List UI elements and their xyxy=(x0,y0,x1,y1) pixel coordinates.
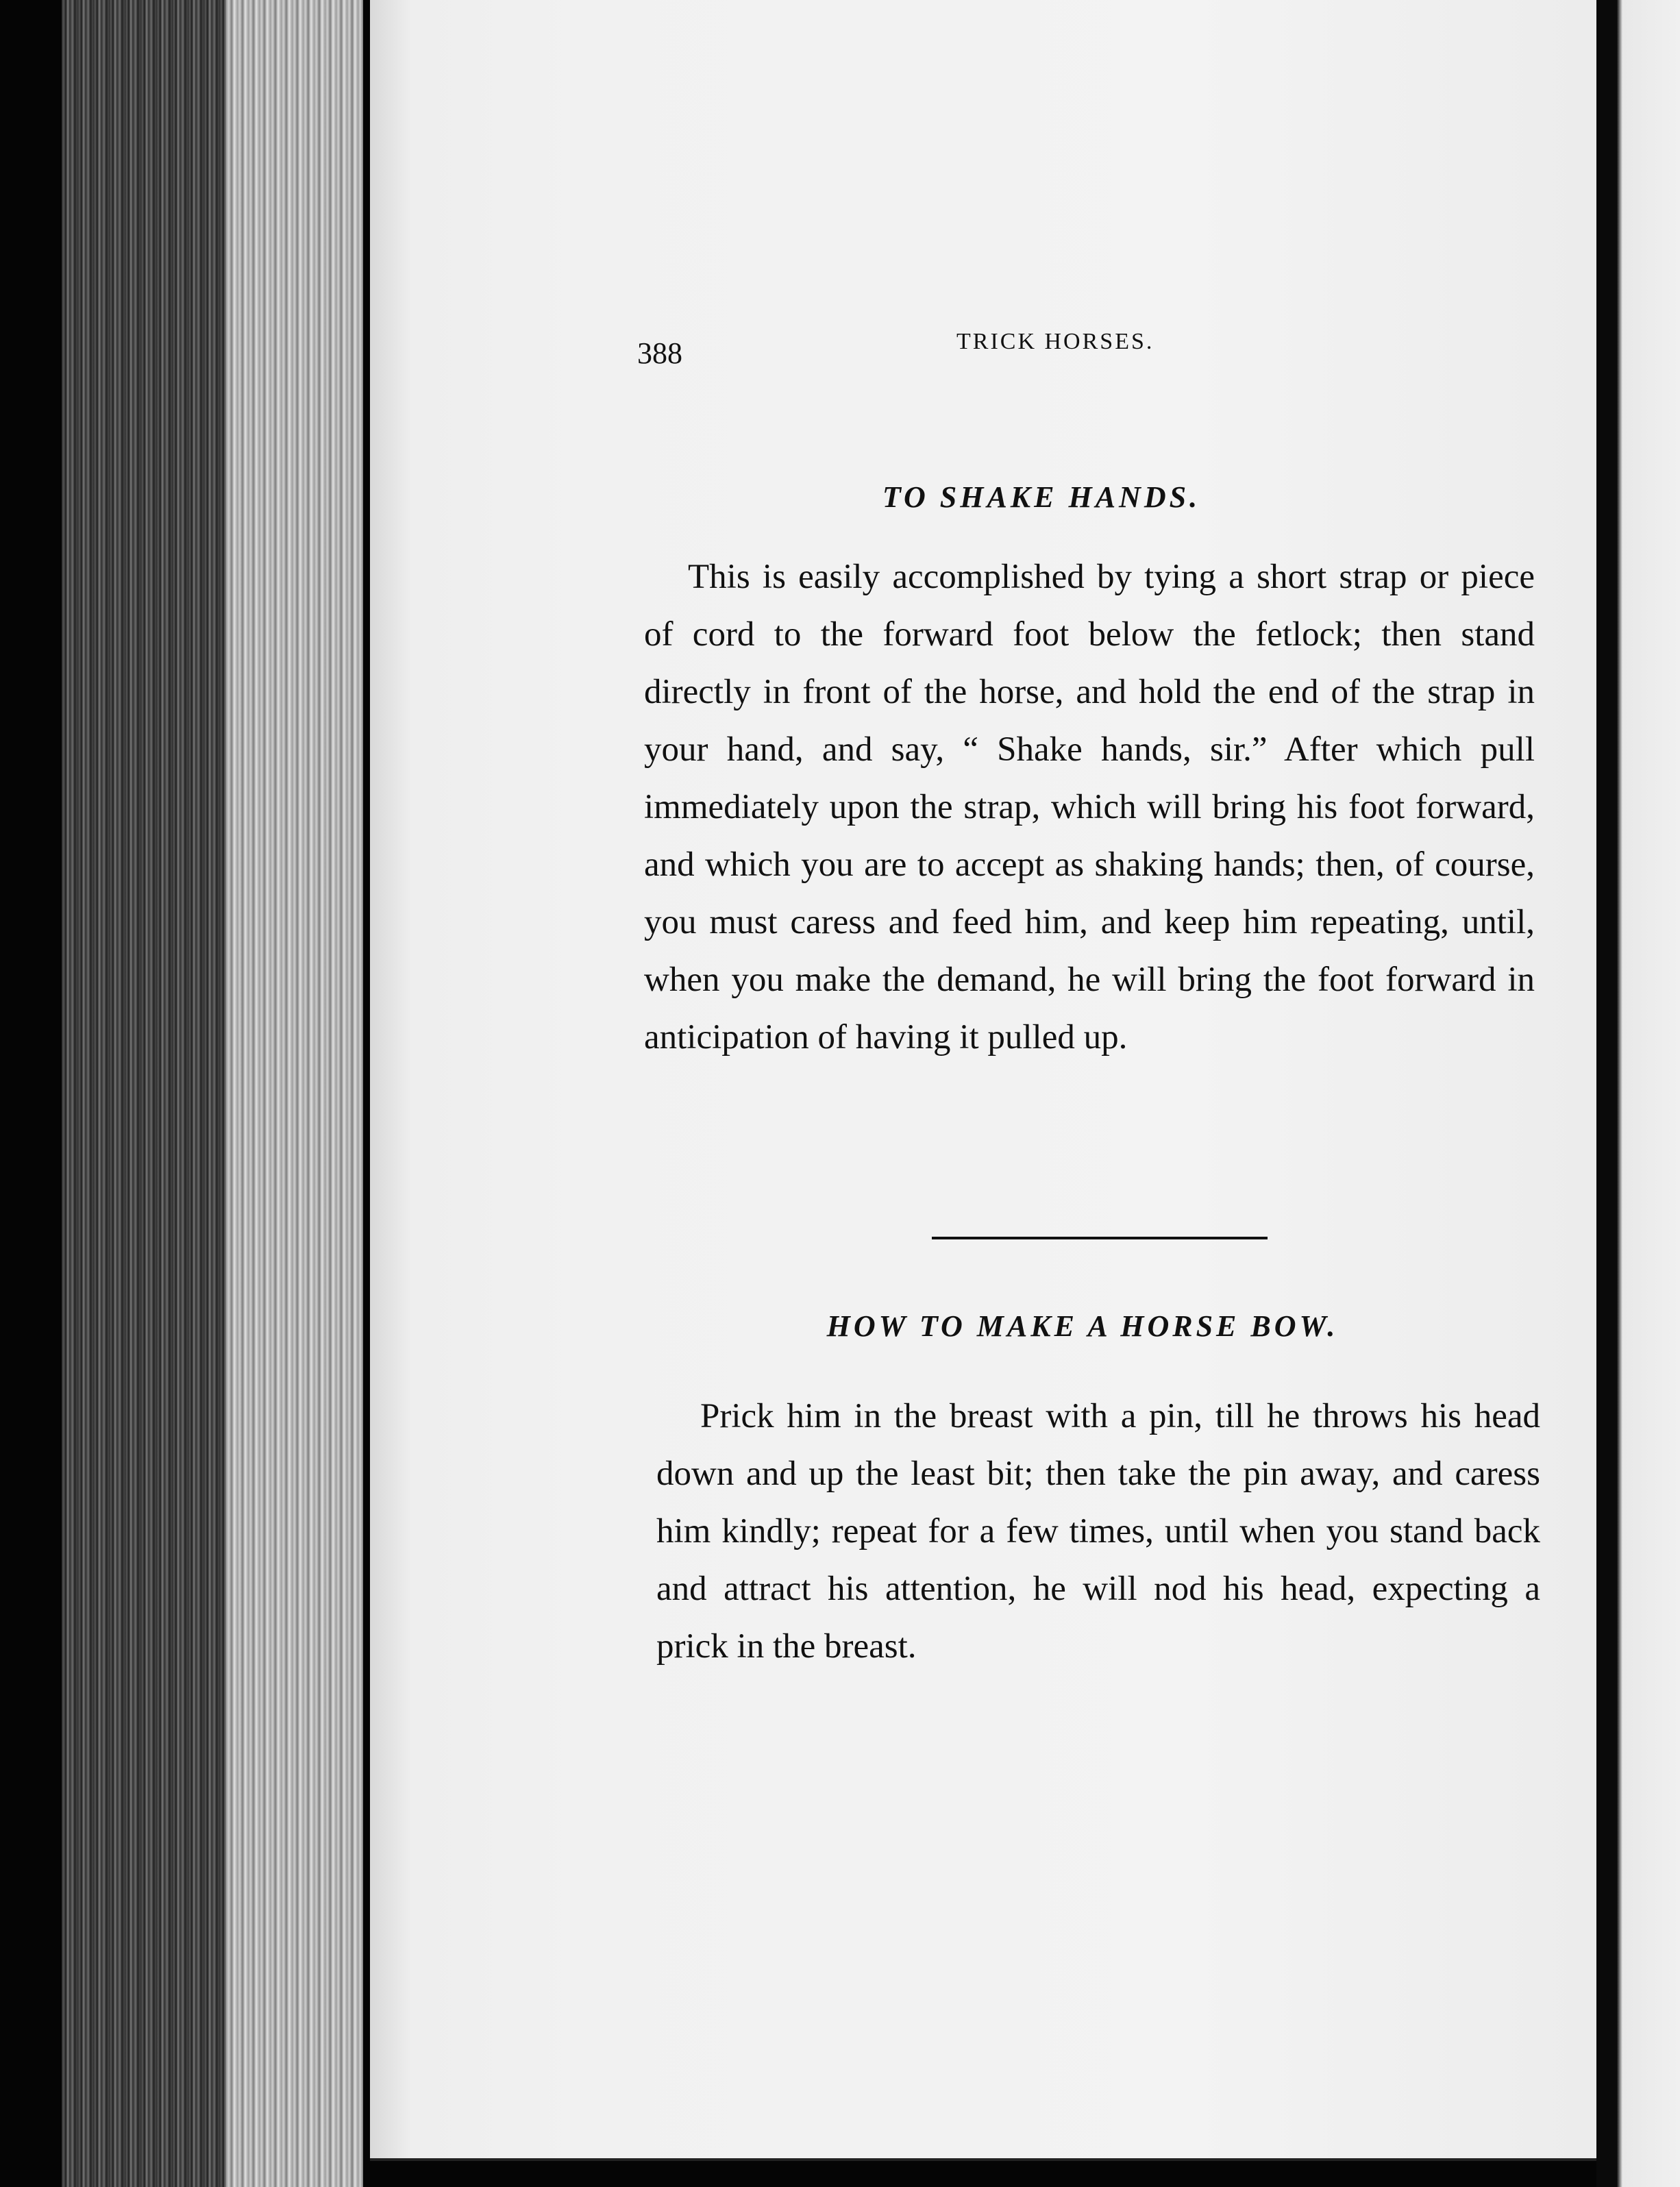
facing-page-sliver xyxy=(1617,0,1680,2187)
page-content xyxy=(637,315,1542,1666)
running-head xyxy=(637,315,1542,370)
section-text-horse-bow: Prick him in the breast with a pin, till he throws his head down and up the least bit; then take the pin away, and caress him kindly; repeat for a few times, until when you stand back and attract his attention, he will nod his head, expecting a prick in the breast. xyxy=(656,1397,1540,1666)
section-heading-horse-bow: HOW TO MAKE A HORSE BOW. xyxy=(826,1309,1339,1343)
section-heading-shake-hands: TO SHAKE HANDS. xyxy=(882,480,1201,514)
page-number: 388 xyxy=(637,336,682,370)
running-title: TRICK HORSES. xyxy=(956,329,1154,354)
section-text-shake-hands: This is easily accomplished by tying a short strap or piece of cord to the forward foot below the fetlock; then stand directly in front of the horse, and hold the end of the strap in your hand, and say, “ Shake hands, sir.” After which pull immediately upon the strap, which will bring his foot forward, and which you are to accept as shaking hands; then, of course, you must caress and feed him, and keep him repeating, until, when you make the demand, he will bring the foot forward in anticipation of having it pulled up. xyxy=(644,558,1535,1057)
stacked-page-edges-light xyxy=(226,0,363,2187)
section-divider xyxy=(932,1237,1268,1239)
